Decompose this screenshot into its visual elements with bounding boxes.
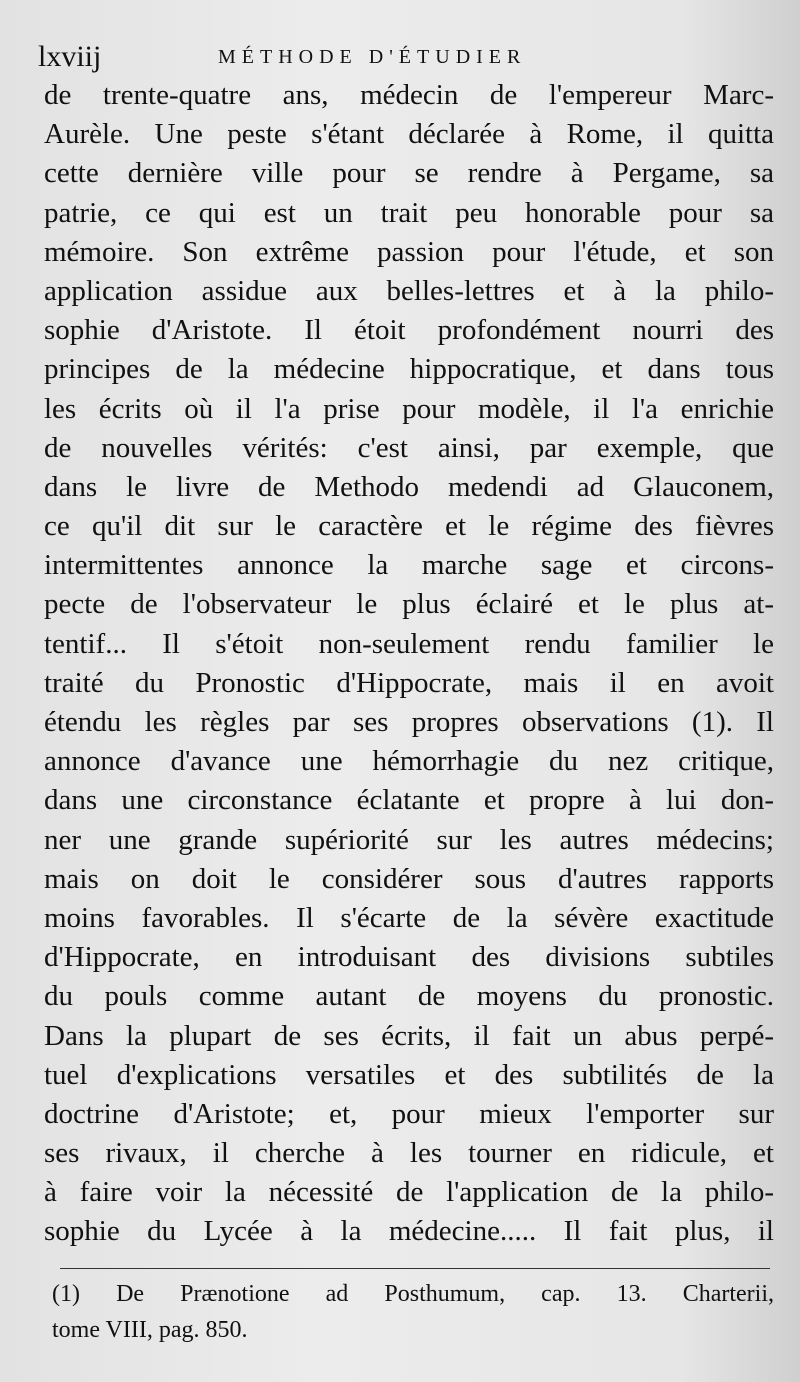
text-line: dans le livre de Methodo medendi ad Glauconem,	[44, 470, 774, 503]
text-line: tuel d'explications versatiles et des subtilités de la	[44, 1058, 774, 1091]
text-line: dans une circonstance éclatante et propre à lui don-	[44, 784, 774, 817]
text-line: pecte de l'observateur le plus éclairé et le plus at-	[44, 588, 774, 621]
text-line: application assidue aux belles-lettres et à la philo-	[44, 274, 774, 307]
footnote-rule	[60, 1268, 770, 1269]
text-line: les écrits où il l'a prise pour modèle, il l'a enrichie	[44, 392, 774, 425]
text-line: principes de la médecine hippocratique, et dans tous	[44, 353, 774, 386]
text-line: à faire voir la nécessité de l'application de la philo-	[44, 1176, 774, 1209]
text-line: doctrine d'Aristote; et, pour mieux l'emporter sur	[44, 1097, 774, 1130]
text-line: mais on doit le considérer sous d'autres rapports	[44, 862, 774, 895]
text-line: traité du Pronostic d'Hippocrate, mais il en avoit	[44, 666, 774, 699]
text-line: tentif... Il s'étoit non-seulement rendu familier le	[44, 627, 774, 660]
text-line: de nouvelles vérités: c'est ainsi, par exemple, que	[44, 431, 774, 464]
footnote	[52, 1276, 774, 1348]
page-header	[38, 40, 770, 80]
text-line: du pouls comme autant de moyens du pronostic.	[44, 980, 774, 1013]
text-line: intermittentes annonce la marche sage et circons-	[44, 549, 774, 582]
footnote-line: (1) De Prænotione ad Posthumum, cap. 13. Charterii,	[52, 1281, 774, 1307]
text-line: Aurèle. Une peste s'étant déclarée à Rome, il quitta	[44, 118, 774, 151]
text-line: ner une grande supériorité sur les autres médecins;	[44, 823, 774, 856]
text-line: de trente-quatre ans, médecin de l'empereur Marc-	[44, 79, 774, 111]
text-line: mémoire. Son extrême passion pour l'étude, et son	[44, 235, 774, 268]
page-number: lxviij	[38, 40, 102, 73]
text-line: sophie d'Aristote. Il étoit profondément nourri des	[44, 314, 774, 347]
text-line: étendu les règles par ses propres observations (1). Il	[44, 706, 774, 738]
text-line: ses rivaux, il cherche à les tourner en ridicule, et	[44, 1137, 774, 1170]
text-line: cette dernière ville pour se rendre à Pergame, sa	[44, 157, 774, 190]
text-line: d'Hippocrate, en introduisant des divisions subtiles	[44, 941, 774, 974]
text-line: ce qu'il dit sur le caractère et le régime des fièvres	[44, 510, 774, 543]
footnote-line: tome VIII, pag. 850.	[52, 1317, 248, 1343]
text-line: annonce d'avance une hémorrhagie du nez critique,	[44, 745, 774, 778]
text-line: patrie, ce qui est un trait peu honorable pour sa	[44, 196, 774, 229]
text-line: Dans la plupart de ses écrits, il fait un abus perpé-	[44, 1019, 774, 1052]
running-title: MÉTHODE D'ÉTUDIER	[218, 46, 527, 68]
text-line: sophie du Lycée à la médecine..... Il fait plus, il	[44, 1215, 774, 1248]
body-text	[44, 76, 774, 1252]
text-line: moins favorables. Il s'écarte de la sévère exactitude	[44, 901, 774, 934]
